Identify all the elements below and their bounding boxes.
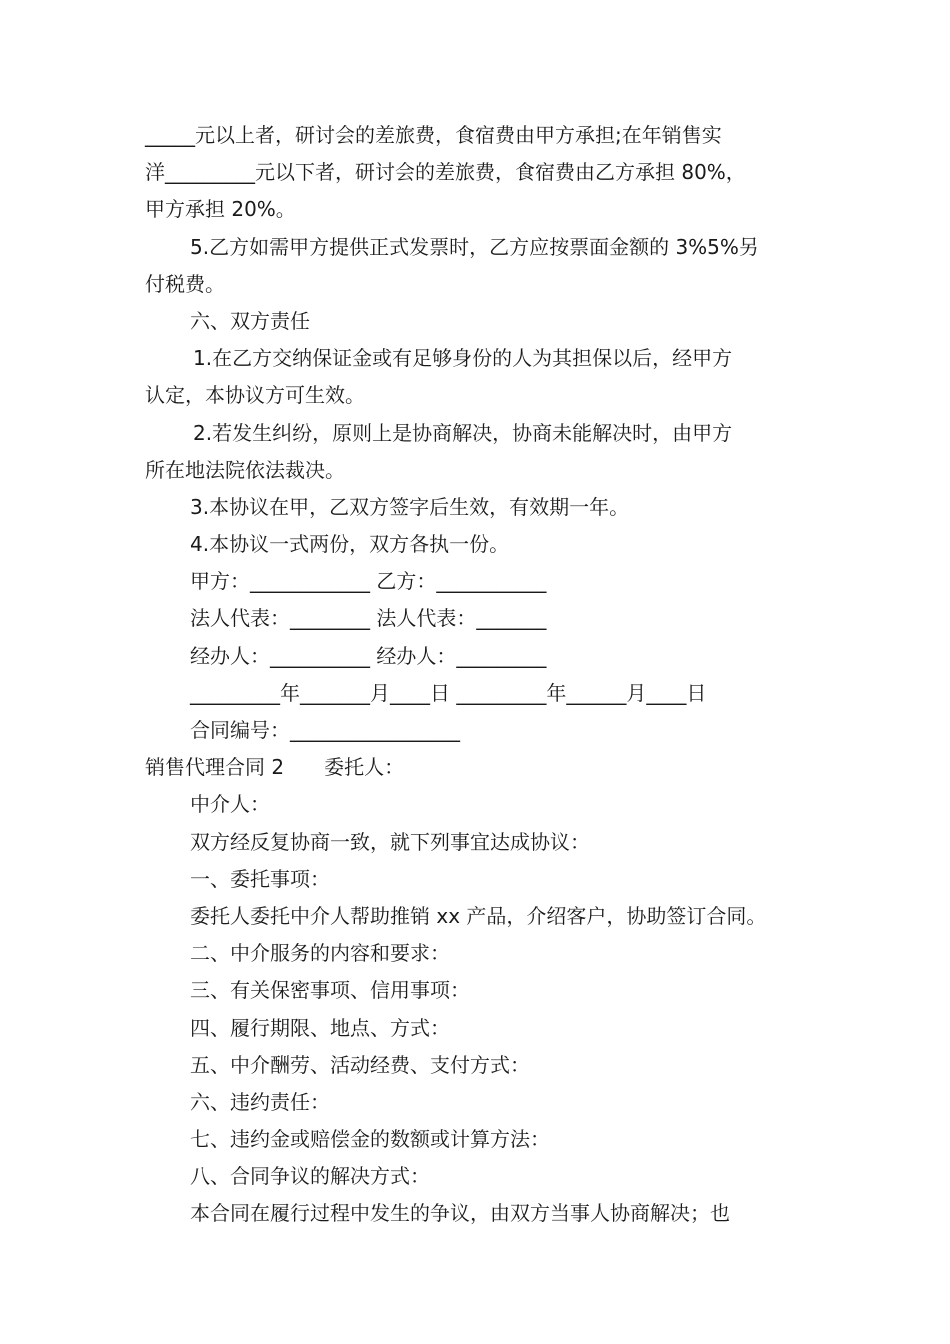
text-line: 洋_________元以下者，研讨会的差旅费，食宿费由乙方承担 80%， [145,160,746,185]
signature-line-party: 甲方：____________ 乙方：___________ [190,569,547,594]
section-heading: 一、委托事项： [190,866,330,891]
text-line: 5.乙方如需甲方提供正式发票时，乙方应按票面金额的 3%5%另 [190,234,759,259]
signature-line-representative: 法人代表：________ 法人代表：_______ [190,606,547,631]
section-heading: 八、合同争议的解决方式： [190,1164,430,1189]
text-line: 中介人： [190,792,270,817]
text-line: 认定，本协议方可生效。 [145,383,365,408]
text-line: 所在地法院依法裁决。 [145,457,345,482]
signature-line-agent: 经办人：__________ 经办人：_________ [190,643,547,668]
text-line: 3.本协议在甲，乙双方签字后生效，有效期一年。 [190,494,630,519]
contract-number-line: 合同编号：_________________ [190,718,460,742]
text-line: 付税费。 [145,271,225,296]
text-line: 1.在乙方交纳保证金或有足够身份的人为其担保以后，经甲方 [193,346,733,371]
contract-title: 销售代理合同 2 委托人： [145,755,405,780]
text-line: 4.本协议一式两份，双方各执一份。 [190,532,510,557]
section-heading: 四、履行期限、地点、方式： [190,1015,450,1040]
section-heading: 七、违约金或赔偿金的数额或计算方法： [190,1127,550,1152]
text-line: 委托人委托中介人帮助推销 xx 产品，介绍客户，协助签订合同。 [190,903,767,928]
section-heading: 六、双方责任 [190,308,310,333]
section-heading: 二、中介服务的内容和要求： [190,941,450,966]
text-line: 2.若发生纠纷，原则上是协商解决，协商未能解决时，由甲方 [193,420,733,445]
text-line: 双方经反复协商一致，就下列事宜达成协议： [190,829,590,854]
section-heading: 六、违约责任： [190,1089,330,1114]
section-heading: 三、有关保密事项、信用事项： [190,978,470,1003]
signature-line-date: _________年_______月____日 _________年______月____日 [190,680,707,705]
document-page [145,117,810,1233]
text-line: 甲方承担 20%。 [145,197,296,222]
section-heading: 五、中介酬劳、活动经费、支付方式： [190,1052,530,1077]
text-line: _____元以上者，研讨会的差旅费，食宿费由甲方承担;在年销售实 [145,123,722,147]
text-line: 本合同在履行过程中发生的争议，由双方当事人协商解决；也 [190,1201,730,1226]
